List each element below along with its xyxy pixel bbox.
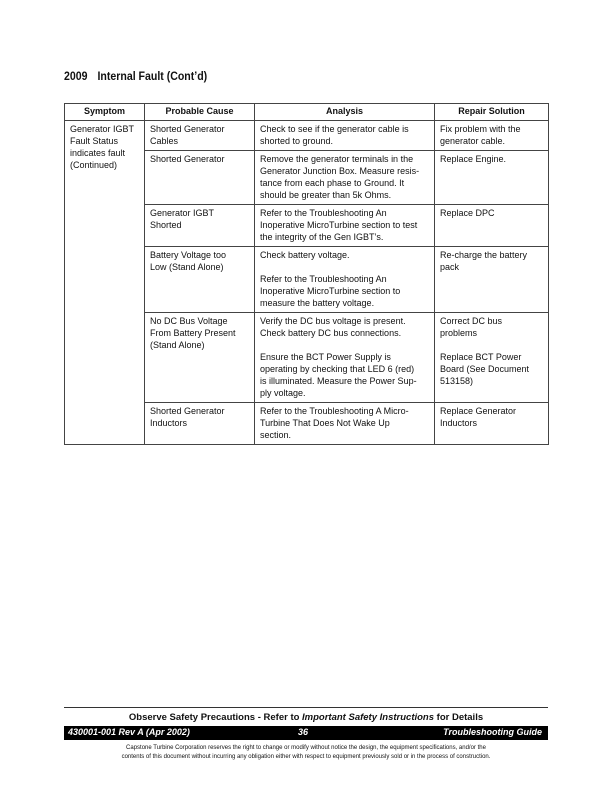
repair-line: Replace Engine. [440, 154, 507, 164]
repair-line: Re-charge the battery [440, 250, 528, 260]
header-probable-cause: Probable Cause [145, 104, 255, 121]
analysis-line: Remove the generator terminals in the [260, 154, 414, 164]
cause-line: From Battery Present [150, 328, 236, 338]
symptom-line: indicates fault [70, 148, 126, 158]
cause-line: No DC Bus Voltage [150, 316, 228, 326]
page-number: 36 [298, 727, 309, 737]
safety-prefix: Observe Safety Precautions - Refer to [128, 712, 303, 723]
cause-line: Inductors [150, 418, 188, 428]
cause-line: (Stand Alone) [150, 340, 205, 350]
analysis-line: is illuminated. Measure the Power Sup- [260, 376, 417, 386]
analysis-cell [255, 151, 435, 205]
analysis-line: Check to see if the generator cable is [260, 124, 409, 134]
analysis-line: Refer to the Troubleshooting An [260, 208, 387, 218]
section-number: 2009 [64, 69, 88, 83]
symptom-line: (Continued) [70, 160, 118, 170]
analysis-line: Check battery DC bus connections. [260, 328, 402, 338]
analysis-line: shorted to ground. [260, 136, 334, 146]
safety-suffix: for Details [434, 712, 484, 723]
disclaimer [64, 744, 548, 762]
footer-bar [64, 726, 548, 740]
repair-line: 513158) [440, 376, 474, 386]
analysis-line: tance from each phase to Ground. It [260, 178, 405, 188]
repair-line: Board (See Document [440, 364, 530, 374]
cause-cell [145, 121, 255, 151]
analysis-line: Inoperative MicroTurbine section to [260, 286, 401, 296]
disclaimer-line: Capstone Turbine Corporation reserves the right to change or modify without notice the design, the equipment specifications, and/or the [126, 745, 486, 751]
repair-cell [435, 247, 549, 313]
symptom-cell [65, 121, 145, 445]
repair-cell [435, 205, 549, 247]
safety-notice [64, 712, 548, 723]
repair-cell [435, 403, 549, 445]
repair-line: pack [440, 262, 460, 272]
safety-link-text: Important Safety Instructions [302, 712, 435, 723]
analysis-line: Generator Junction Box. Measure resis- [260, 166, 420, 176]
table-header-row [65, 104, 549, 121]
analysis-line: Check battery voltage. [260, 250, 350, 260]
analysis-cell [255, 403, 435, 445]
analysis-line: Refer to the Troubleshooting A Micro- [260, 406, 409, 416]
cause-line: Generator IGBT [150, 208, 215, 218]
analysis-line: section. [260, 430, 292, 440]
header-repair-solution: Repair Solution [435, 104, 549, 121]
analysis-line: Turbine That Does Not Wake Up [260, 418, 390, 428]
cause-line: Cables [150, 136, 179, 146]
cause-cell [145, 247, 255, 313]
symptom-line: Generator IGBT [70, 124, 135, 134]
cause-cell [145, 403, 255, 445]
repair-cell [435, 151, 549, 205]
repair-line: problems [440, 328, 478, 338]
analysis-line: Refer to the Troubleshooting An [260, 274, 387, 284]
analysis-line: Verify the DC bus voltage is present. [260, 316, 406, 326]
repair-line: Fix problem with the [440, 124, 521, 134]
analysis-cell [255, 121, 435, 151]
analysis-cell [255, 247, 435, 313]
section-heading [64, 69, 207, 83]
analysis-cell [255, 205, 435, 247]
header-symptom: Symptom [65, 104, 145, 121]
analysis-line: the integrity of the Gen IGBT’s. [260, 232, 384, 242]
cause-line: Shorted Generator [150, 124, 225, 134]
repair-cell [435, 121, 549, 151]
repair-line: Replace BCT Power [440, 352, 522, 362]
header-analysis: Analysis [255, 104, 435, 121]
repair-line: Inductors [440, 418, 478, 428]
disclaimer-line: contents of this document without incurring any obligation either with respect to equipment previously sold or in the process of construction. [121, 754, 491, 760]
cause-line: Low (Stand Alone) [150, 262, 224, 272]
cause-line: Shorted [150, 220, 182, 230]
repair-line: Replace DPC [440, 208, 495, 218]
footer-divider [64, 707, 548, 708]
repair-line: generator cable. [440, 136, 506, 146]
cause-cell [145, 205, 255, 247]
symptom-line: Fault Status [70, 136, 119, 146]
section-title: Internal Fault (Cont’d) [97, 69, 208, 83]
analysis-line: measure the battery voltage. [260, 298, 375, 308]
guide-title: Troubleshooting Guide [443, 727, 542, 737]
analysis-line: ply voltage. [260, 388, 306, 398]
repair-cell [435, 313, 549, 403]
repair-line: Replace Generator [440, 406, 517, 416]
troubleshooting-table [64, 103, 549, 445]
cause-cell [145, 313, 255, 403]
analysis-cell [255, 313, 435, 403]
cause-line: Shorted Generator [150, 406, 225, 416]
analysis-line: operating by checking that LED 6 (red) [260, 364, 415, 374]
analysis-line: Inoperative MicroTurbine section to test [260, 220, 418, 230]
cause-line: Shorted Generator [150, 154, 225, 164]
repair-line: Correct DC bus [440, 316, 503, 326]
cause-line: Battery Voltage too [150, 250, 227, 260]
doc-number: 430001-001 Rev A (Apr 2002) [68, 727, 190, 737]
cause-cell [145, 151, 255, 205]
table-row [65, 121, 549, 151]
analysis-line: Ensure the BCT Power Supply is [260, 352, 391, 362]
analysis-line: should be greater than 5k Ohms. [260, 190, 392, 200]
